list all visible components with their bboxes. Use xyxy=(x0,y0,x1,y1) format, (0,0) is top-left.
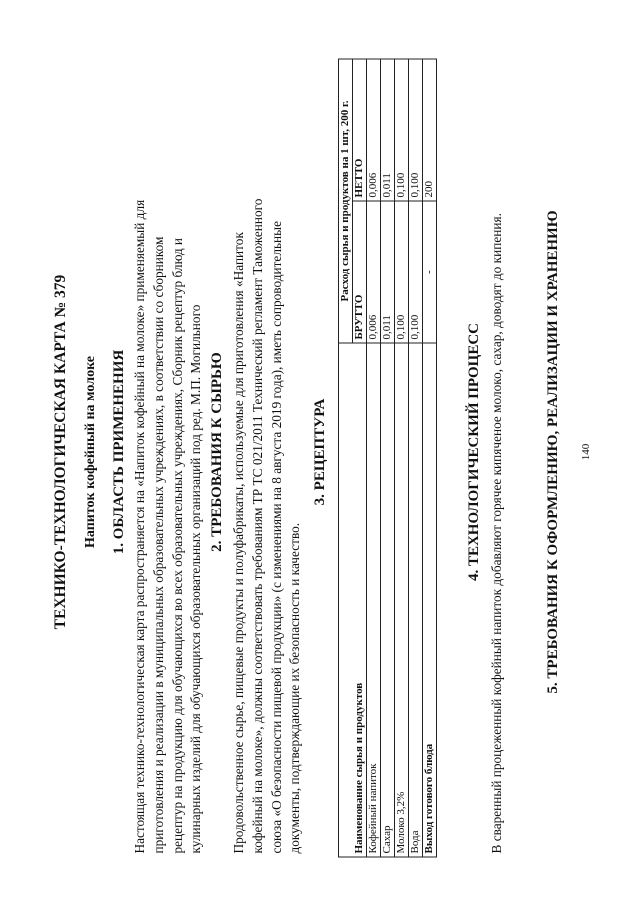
section-3-heading: 3. РЕЦЕПТУРА xyxy=(312,398,328,506)
section-5-heading: 5. ТРЕБОВАНИЯ К ОФОРМЛЕНИЮ, РЕАЛИЗАЦИИ И ХРАНЕНИЮ xyxy=(545,210,561,694)
recipe-table-wrap xyxy=(338,59,437,858)
yield-name: Выход готового блюда xyxy=(423,343,437,857)
section-2-text xyxy=(230,54,305,854)
doc-title: ТЕХНИКО-ТЕХНОЛОГИЧЕСКАЯ КАРТА № 379 xyxy=(52,274,69,630)
section-1-line: Настоящая технико-технологическая карта распространяется на «Напиток кофейный на молоке» применяемый для xyxy=(132,199,147,854)
row-name: Молоко 3,2% xyxy=(395,343,409,857)
row-brutto: 0,100 xyxy=(409,201,423,343)
row-netto: 0,006 xyxy=(367,59,381,201)
row-netto: 0,100 xyxy=(409,59,423,201)
section-1-line: кулинарных изделий для обучающихся образовательных организаций под ред. М.П. Могильного xyxy=(188,304,204,854)
section-1-heading: 1. ОБЛАСТЬ ПРИМЕНЕНИЯ xyxy=(111,349,127,555)
header-brutto: БРУТТО xyxy=(353,201,367,343)
table-row xyxy=(367,59,381,857)
row-name: Вода xyxy=(409,343,423,857)
recipe-table xyxy=(338,59,437,858)
header-netto: НЕТТО xyxy=(353,59,367,201)
section-4-text: В сваренный процеженный кофейный напиток добавляют горячее кипяченое молоко, сахар, доводят до кипения. xyxy=(489,213,504,854)
header-name: Наименование сырья и продуктов xyxy=(339,343,367,857)
section-1-line: приготовления и реализации в муниципальных образовательных учреждениях, в соответствии со сборником xyxy=(150,236,166,854)
yield-netto: 200 xyxy=(423,59,437,201)
section-2-line: союза «О безопасности пищевой продукции» (с изменениями на 8 августа 2019 года), иметь сопроводительные xyxy=(268,221,284,854)
header-group: Расход сырья и продуктов на 1 шт, 200 г. xyxy=(339,59,353,343)
section-2-line: кофейный на молоке», должны соответствовать требованиям ТР ТС 021/2011 Технический регламент Таможенного xyxy=(249,198,265,854)
row-brutto: 0,011 xyxy=(381,201,395,343)
section-1-text xyxy=(131,54,206,854)
table-header-row xyxy=(339,59,353,857)
section-2-line: документы, подтверждающие их безопасность и качество. xyxy=(287,522,303,854)
dish-name: Напиток кофейный на молоке xyxy=(83,355,98,549)
table-yield-row xyxy=(423,59,437,857)
section-2-line: Продовольственное сырье, пищевые продукты и полуфабрикаты, используемые для приготовления «Напиток xyxy=(231,232,246,854)
row-brutto: 0,006 xyxy=(367,201,381,343)
row-netto: 0,011 xyxy=(381,59,395,201)
table-row xyxy=(381,59,395,857)
row-name: Кофейный напиток xyxy=(367,343,381,857)
table-row xyxy=(395,59,409,857)
row-brutto: 0,100 xyxy=(395,201,409,343)
yield-brutto: - xyxy=(423,201,437,343)
page-number: 140 xyxy=(580,443,592,461)
section-1-line: рецептур на продукцию для обучающихся во всех образовательных учреждениях, Сборник рецептур блюд и xyxy=(169,237,185,854)
table-row xyxy=(409,59,423,857)
section-2-heading: 2. ТРЕБОВАНИЯ К СЫРЬЮ xyxy=(209,352,225,552)
row-name: Сахар xyxy=(381,343,395,857)
row-netto: 0,100 xyxy=(395,59,409,201)
section-4-heading: 4. ТЕХНОЛОГИЧЕСКИЙ ПРОЦЕСС xyxy=(466,322,482,582)
